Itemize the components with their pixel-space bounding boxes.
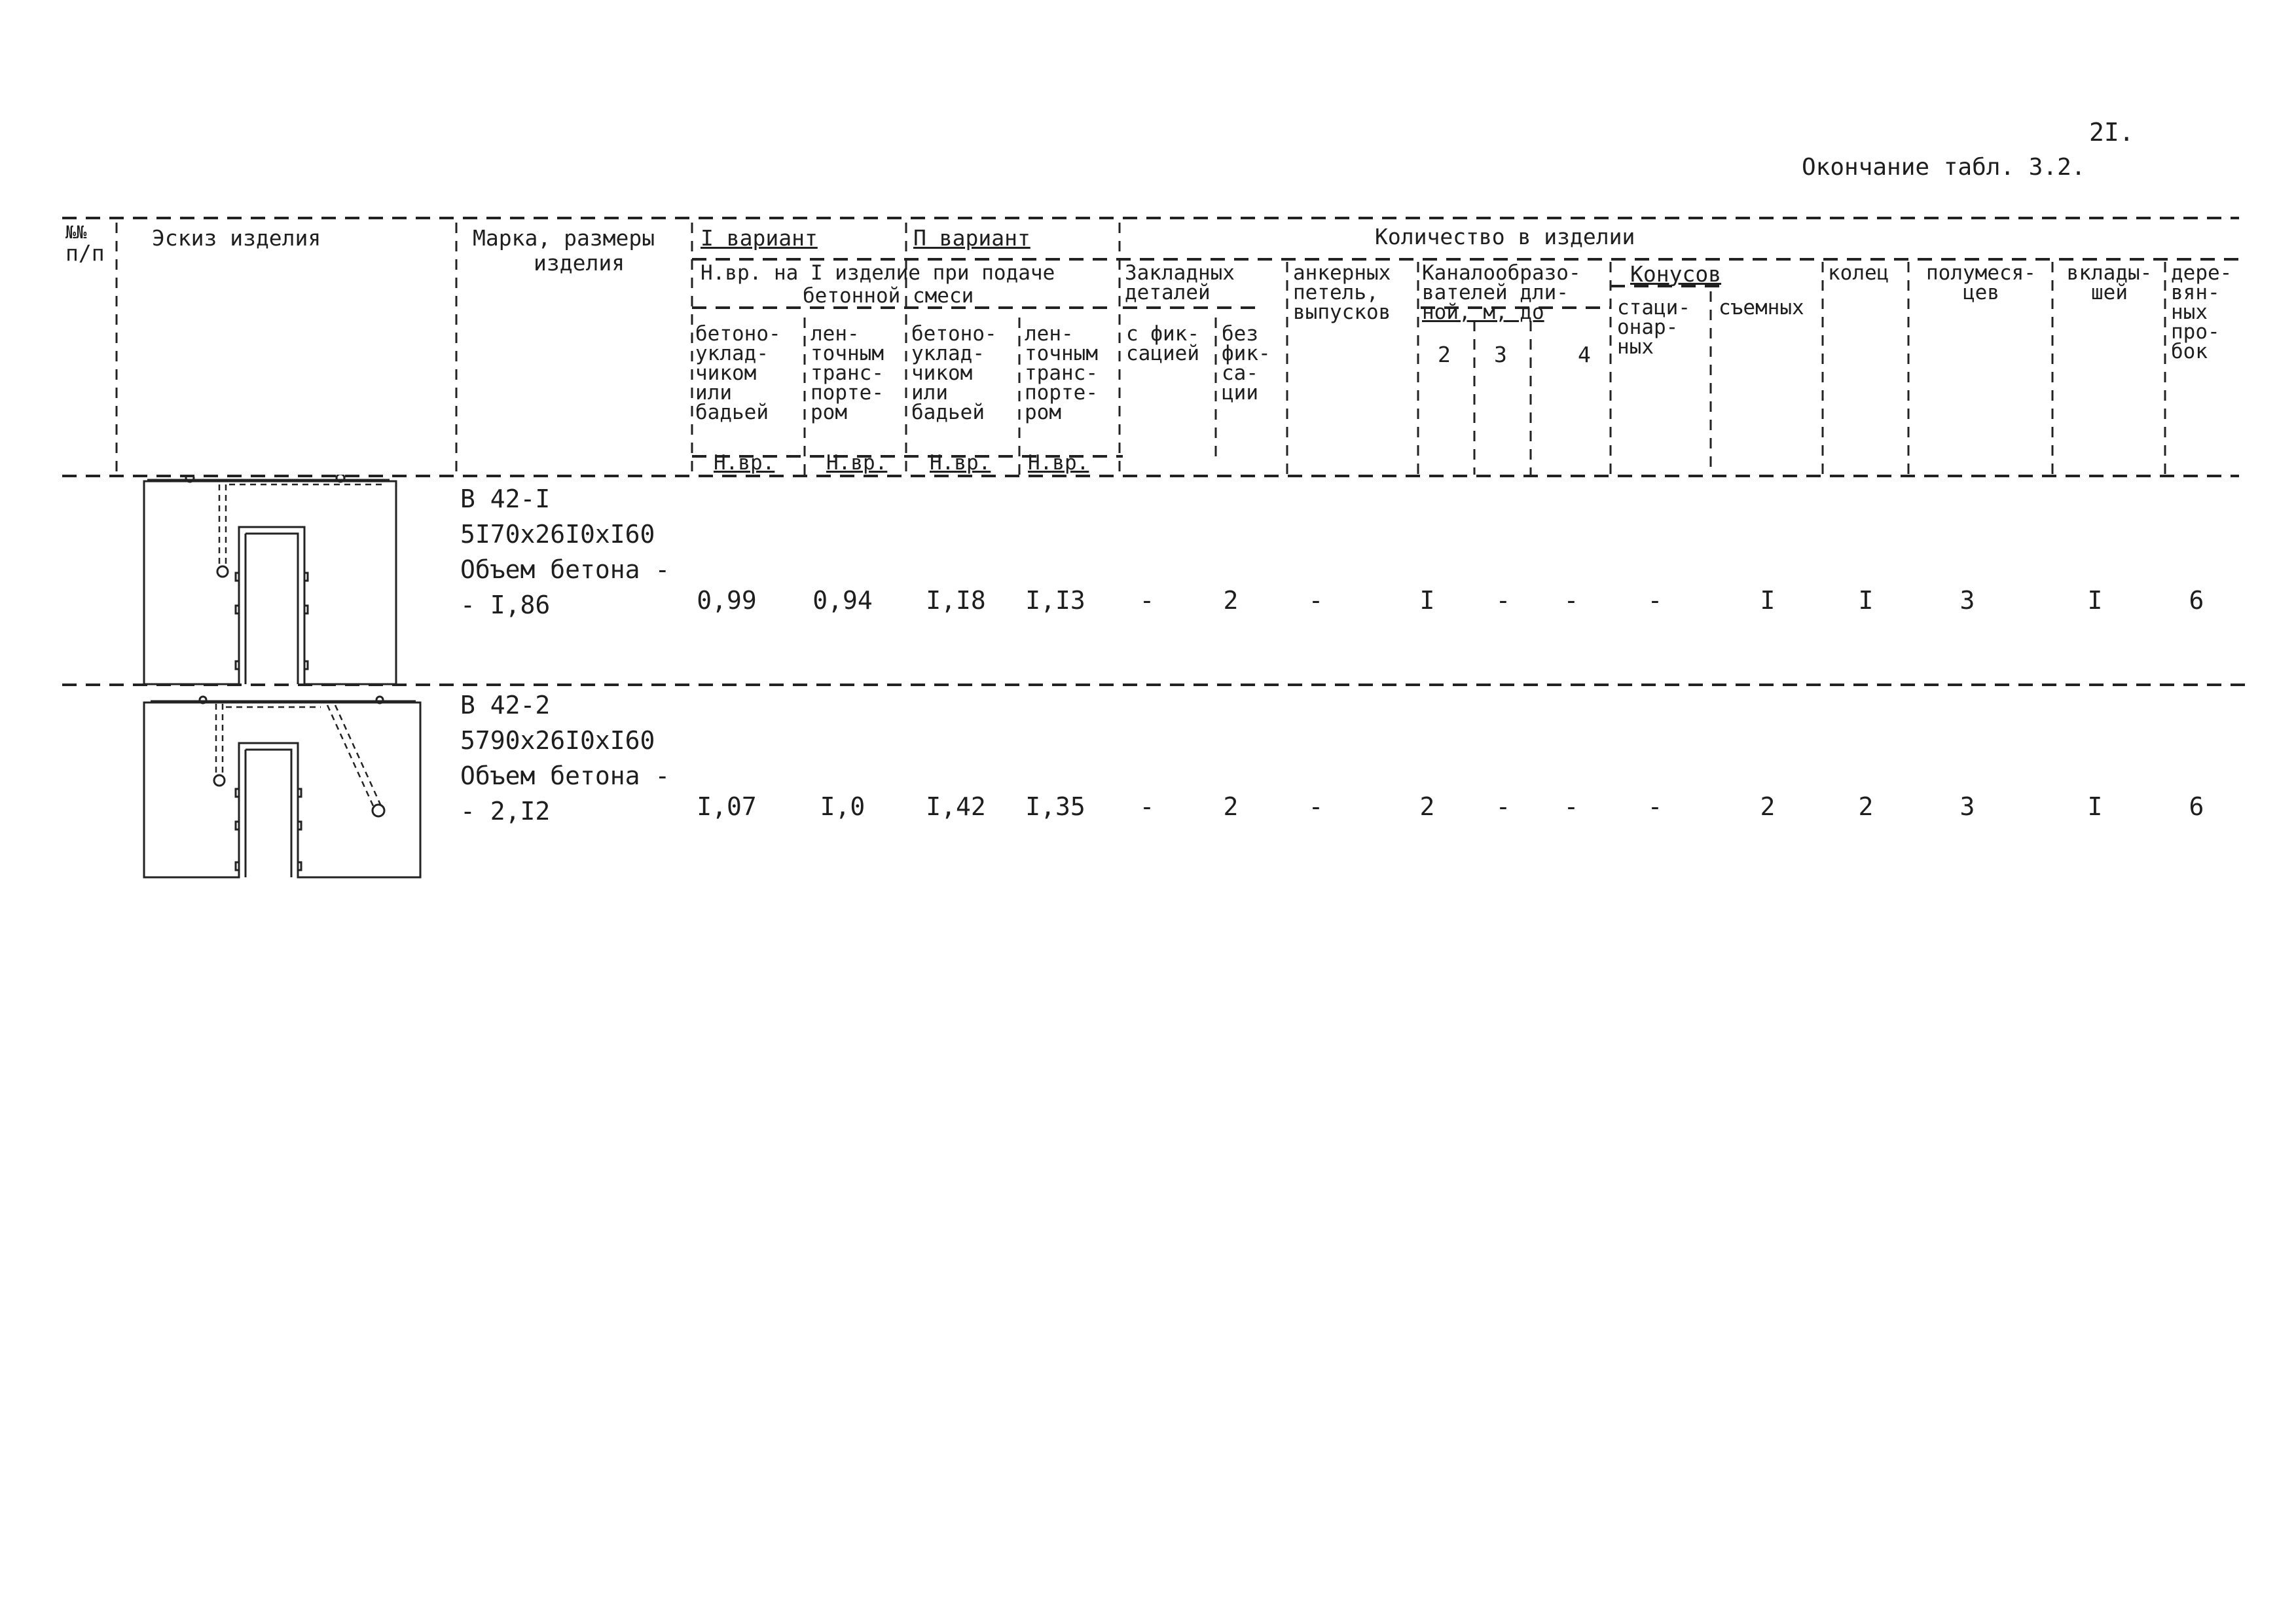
header-text-line: вян- bbox=[2171, 281, 2220, 304]
header-stationary bbox=[1617, 298, 1690, 357]
header-text-line: бетоно- bbox=[695, 322, 781, 346]
header-text-line: полумеся- bbox=[1926, 261, 2036, 285]
header-text-line: бадьей bbox=[695, 401, 769, 424]
header-sketch: Эскиз изделия bbox=[152, 225, 321, 251]
cell-value: I bbox=[1760, 586, 1776, 615]
cell-value: 2 bbox=[1760, 792, 1776, 821]
header-without-fix bbox=[1222, 324, 1271, 403]
row-mark-block bbox=[460, 687, 670, 829]
header-embedded bbox=[1125, 263, 1235, 302]
header-text-line: сацией bbox=[1126, 342, 1199, 365]
cell-value: I,35 bbox=[1025, 792, 1085, 821]
header-with-fix bbox=[1126, 324, 1199, 363]
row-mark: В 42-2 bbox=[460, 691, 551, 720]
panel-sketch-v42-2 bbox=[137, 691, 432, 881]
cell-value: I bbox=[2087, 586, 2103, 615]
header-mark-2: изделия bbox=[534, 250, 625, 276]
header-text-line: с фик- bbox=[1126, 322, 1199, 346]
cell-value: I,42 bbox=[926, 792, 986, 821]
header-cones: Конусов bbox=[1630, 261, 1722, 287]
cell-value: 6 bbox=[2189, 792, 2204, 821]
cell-value: - bbox=[1563, 586, 1579, 615]
cell-value: I,I8 bbox=[926, 586, 986, 615]
row-volume-value: - I,86 bbox=[460, 591, 551, 619]
row-mark: В 42-I bbox=[460, 484, 551, 513]
header-plugs bbox=[2171, 263, 2232, 361]
header-text-line: или bbox=[695, 381, 732, 405]
cell-value: - bbox=[1563, 792, 1579, 821]
cell-value: - bbox=[1308, 792, 1324, 821]
header-text-line: бадьей bbox=[911, 401, 985, 424]
cell-value: I bbox=[2087, 792, 2103, 821]
header-text-line: петель, bbox=[1293, 281, 1379, 304]
header-text-line: транс- bbox=[1025, 361, 1098, 385]
cell-value: 2 bbox=[1223, 792, 1239, 821]
header-anchor bbox=[1293, 263, 1391, 322]
header-halfmoons bbox=[1916, 263, 2047, 302]
header-text-line: ных bbox=[2171, 301, 2208, 324]
cell-value: - bbox=[1139, 586, 1155, 615]
header-text-line: ции bbox=[1222, 381, 1258, 405]
header-text-line: фик- bbox=[1222, 342, 1271, 365]
header-unit-2: Н.вр. bbox=[826, 451, 888, 475]
header-unit-1: Н.вр. bbox=[714, 451, 775, 475]
header-text-line: или bbox=[911, 381, 948, 405]
header-text-line: про- bbox=[2171, 320, 2220, 344]
header-text-line: анкерных bbox=[1293, 261, 1391, 285]
header-channel bbox=[1422, 263, 1581, 322]
header-text-line: ром bbox=[1025, 401, 1061, 424]
header-text-line: точным bbox=[1025, 342, 1098, 365]
cell-value: - bbox=[1495, 792, 1511, 821]
cell-value: - bbox=[1308, 586, 1324, 615]
row-mark-block bbox=[460, 481, 670, 623]
header-text-line: чиком bbox=[695, 361, 757, 385]
header-concrete-layer-1 bbox=[695, 324, 781, 422]
row-volume-label: Объем бетона - bbox=[460, 555, 670, 584]
header-rings: колец bbox=[1828, 261, 1889, 285]
header-text-line: лен- bbox=[1025, 322, 1074, 346]
header-text-line: вклады- bbox=[2066, 261, 2153, 285]
header-text-line: транс- bbox=[811, 361, 884, 385]
header-text-line: уклад- bbox=[911, 342, 985, 365]
header-text-line: цев bbox=[1963, 281, 1999, 304]
cell-value: I bbox=[1419, 586, 1435, 615]
header-text-line: уклад- bbox=[695, 342, 769, 365]
cell-value: I,0 bbox=[820, 792, 866, 821]
header-text-line: дере- bbox=[2171, 261, 2232, 285]
header-length-4: 4 bbox=[1578, 342, 1591, 367]
header-concrete-layer-2 bbox=[911, 324, 997, 422]
page-number: 2I. bbox=[2089, 118, 2134, 147]
cell-value: - bbox=[1647, 792, 1663, 821]
cell-value: I bbox=[1858, 586, 1874, 615]
cell-value: - bbox=[1495, 586, 1511, 615]
header-removable: съемных bbox=[1719, 296, 1804, 319]
cell-value: I,07 bbox=[697, 792, 757, 821]
header-num-label: №№ bbox=[65, 223, 87, 243]
header-unit-4: Н.вр. bbox=[1028, 451, 1089, 475]
header-length-3: 3 bbox=[1494, 342, 1507, 367]
header-text-line: ной, м, до bbox=[1422, 301, 1544, 324]
cell-value: - bbox=[1139, 792, 1155, 821]
header-variant-2: П вариант bbox=[913, 225, 1030, 251]
header-length-2: 2 bbox=[1438, 342, 1451, 367]
header-text-line: ром bbox=[811, 401, 847, 424]
header-text-line: деталей bbox=[1125, 281, 1211, 304]
header-conveyor-2 bbox=[1025, 324, 1098, 422]
header-unit-3: Н.вр. bbox=[930, 451, 991, 475]
header-text-line: лен- bbox=[811, 322, 860, 346]
header-labor-2: бетонной смеси bbox=[803, 284, 974, 308]
row-size: 5790x26I0xI60 bbox=[460, 726, 655, 755]
header-text-line: стаци- bbox=[1617, 296, 1690, 319]
panel-sketch-v42-1 bbox=[137, 475, 432, 687]
header-conveyor-1 bbox=[811, 324, 884, 422]
header-text-line: Каналообразо- bbox=[1422, 261, 1581, 285]
header-num-sub: п/п bbox=[65, 240, 105, 266]
cell-value: - bbox=[1647, 586, 1663, 615]
cell-value: 2 bbox=[1223, 586, 1239, 615]
header-text-line: порте- bbox=[811, 381, 884, 405]
cell-value: 0,94 bbox=[812, 586, 873, 615]
cell-value: 0,99 bbox=[697, 586, 757, 615]
header-variant-1: I вариант bbox=[701, 225, 818, 251]
cell-value: 3 bbox=[1959, 586, 1975, 615]
header-text-line: бетоно- bbox=[911, 322, 997, 346]
header-text-line: чиком bbox=[911, 361, 973, 385]
header-text-line: ных bbox=[1617, 335, 1654, 359]
header-mark-1: Марка, размеры bbox=[473, 225, 655, 251]
cell-value: I,I3 bbox=[1025, 586, 1085, 615]
row-volume-label: Объем бетона - bbox=[460, 761, 670, 790]
row-volume-value: - 2,I2 bbox=[460, 797, 551, 826]
header-text-line: без bbox=[1222, 322, 1258, 346]
header-text-line: са- bbox=[1222, 361, 1258, 385]
header-inserts bbox=[2057, 263, 2162, 302]
header-text-line: вателей дли- bbox=[1422, 281, 1569, 304]
cell-value: 2 bbox=[1419, 792, 1435, 821]
header-text-line: выпусков bbox=[1293, 301, 1391, 324]
header-text-line: бок bbox=[2171, 340, 2208, 363]
cell-value: 2 bbox=[1858, 792, 1874, 821]
header-quantity: Количество в изделии bbox=[1375, 224, 1635, 249]
header-text-line: Закладных bbox=[1125, 261, 1235, 285]
header-text-line: шей bbox=[2091, 281, 2128, 304]
row-size: 5I70x26I0xI60 bbox=[460, 520, 655, 549]
table-caption: Окончание табл. 3.2. bbox=[1802, 154, 2086, 181]
cell-value: 6 bbox=[2189, 586, 2204, 615]
header-text-line: точным bbox=[811, 342, 884, 365]
header-text-line: онар- bbox=[1617, 316, 1679, 339]
header-labor-1: Н.вр. на I изделие при подаче bbox=[701, 261, 1055, 285]
header-text-line: порте- bbox=[1025, 381, 1098, 405]
cell-value: 3 bbox=[1959, 792, 1975, 821]
